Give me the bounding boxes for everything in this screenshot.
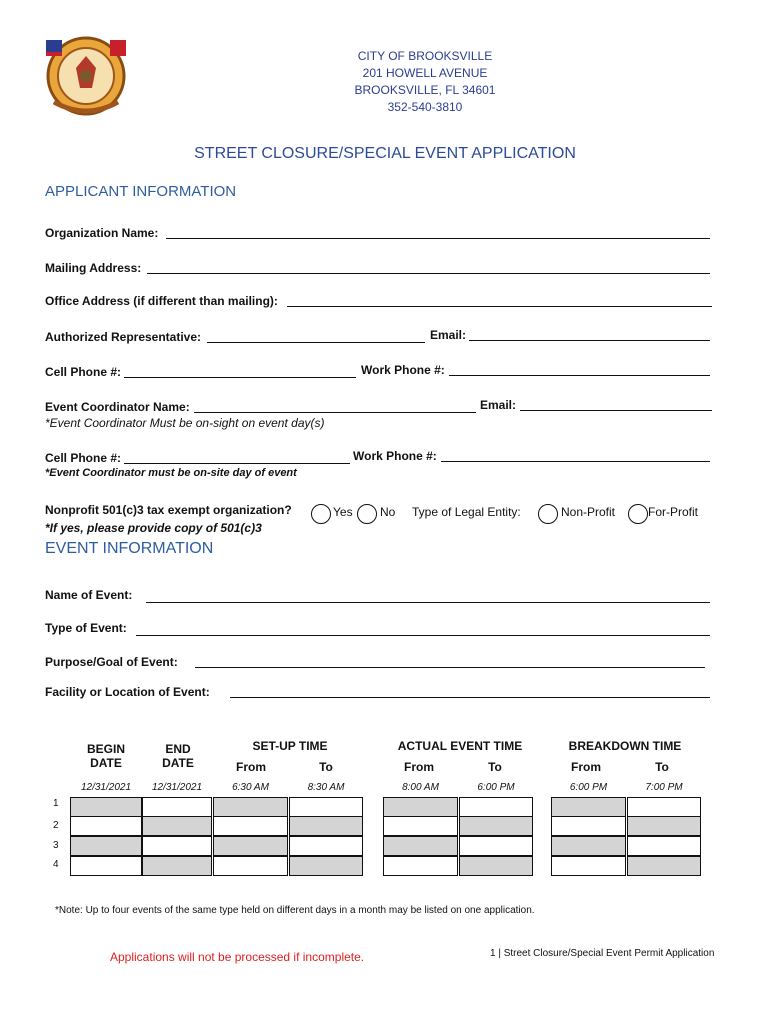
office-label: Office Address (if different than mailing): — [45, 294, 278, 308]
facility-field[interactable] — [230, 697, 710, 698]
cell-field[interactable] — [124, 377, 356, 378]
row3-breakdown-to-input[interactable] — [627, 836, 701, 856]
header-citystate: BROOKSVILLE, FL 34601 — [354, 83, 496, 97]
header-phone: 352-540-3810 — [387, 100, 463, 114]
page-title: STREET CLOSURE/SPECIAL EVENT APPLICATION — [194, 145, 576, 162]
actual-header: ACTUAL EVENT TIME — [397, 739, 523, 753]
row-number: 3 — [53, 840, 59, 851]
event-type-label: Type of Event: — [45, 621, 127, 635]
cell2-field[interactable] — [124, 463, 350, 464]
row4-actual-from-input[interactable] — [383, 856, 458, 876]
actual-to: To — [488, 760, 502, 774]
example-breakdown-to: 7:00 PM — [645, 782, 683, 793]
city-seal-logo — [40, 30, 132, 118]
facility-label: Facility or Location of Event: — [45, 685, 210, 699]
row1-actual-to-input[interactable] — [459, 797, 533, 817]
cell-label: Cell Phone #: — [45, 365, 122, 379]
row4-setup-to-input[interactable] — [289, 856, 363, 876]
coordinator-field[interactable] — [194, 412, 476, 413]
work2-label: Work Phone #: — [353, 449, 437, 463]
nonprofit-radio[interactable] — [538, 504, 558, 524]
setup-to: To — [319, 760, 333, 774]
mailing-field[interactable] — [147, 273, 710, 274]
legal-entity-label: Type of Legal Entity: — [412, 505, 521, 519]
example-breakdown-from: 6:00 PM — [569, 782, 608, 793]
org-name-field[interactable] — [166, 238, 710, 239]
row1-breakdown-to-input[interactable] — [627, 797, 701, 817]
row2-end-date-input[interactable] — [142, 816, 212, 836]
row1-end-date-input[interactable] — [142, 797, 212, 817]
row3-actual-to-input[interactable] — [459, 836, 533, 856]
row1-breakdown-from-input[interactable] — [551, 797, 626, 817]
email-label: Email: — [430, 328, 467, 342]
purpose-field[interactable] — [195, 667, 705, 668]
setup-from: From — [236, 760, 266, 774]
auth-rep-label: Authorized Representative: — [45, 330, 202, 344]
work-field[interactable] — [449, 375, 710, 376]
row4-begin-date-input[interactable] — [70, 856, 142, 876]
example-actual-from: 8:00 AM — [402, 782, 439, 793]
no-radio[interactable] — [357, 504, 377, 524]
row2-setup-to-input[interactable] — [289, 816, 363, 836]
header-city: CITY OF BROOKSVILLE — [357, 49, 493, 63]
event-heading: EVENT INFORMATION — [45, 540, 214, 557]
row3-actual-from-input[interactable] — [383, 836, 458, 856]
coord-email-label: Email: — [480, 398, 517, 412]
setup-header: SET-UP TIME — [252, 739, 328, 753]
row2-breakdown-from-input[interactable] — [551, 816, 626, 836]
nonprofit-option-label: Non-Profit — [561, 505, 616, 519]
row1-setup-to-input[interactable] — [289, 797, 363, 817]
row2-actual-from-input[interactable] — [383, 816, 458, 836]
event-name-label: Name of Event: — [45, 588, 133, 602]
no-label: No — [380, 505, 396, 519]
row2-begin-date-input[interactable] — [70, 816, 142, 836]
breakdown-from: From — [571, 760, 601, 774]
auth-rep-field[interactable] — [207, 342, 425, 343]
header-street: 201 HOWELL AVENUE — [362, 66, 488, 80]
example-begin-date: 12/31/2021 — [80, 782, 132, 793]
row3-setup-from-input[interactable] — [213, 836, 288, 856]
row4-breakdown-to-input[interactable] — [627, 856, 701, 876]
forprofit-radio[interactable] — [628, 504, 648, 524]
breakdown-to: To — [655, 760, 669, 774]
coordinator-label: Event Coordinator Name: — [45, 400, 190, 414]
example-setup-to: 8:30 AM — [307, 782, 345, 793]
event-name-field[interactable] — [146, 602, 710, 603]
footnote: *Note: Up to four events of the same type held on different days in a month may be listed on one application. — [55, 905, 535, 916]
row2-breakdown-to-input[interactable] — [627, 816, 701, 836]
work-label: Work Phone #: — [361, 363, 445, 377]
row3-begin-date-input[interactable] — [70, 836, 142, 856]
row-number: 4 — [53, 859, 59, 870]
row2-actual-to-input[interactable] — [459, 816, 533, 836]
applicant-heading: APPLICANT INFORMATION — [45, 183, 237, 200]
example-actual-to: 6:00 PM — [477, 782, 515, 793]
row-number: 1 — [53, 798, 59, 809]
forprofit-option-label: For-Profit — [648, 505, 699, 519]
nonprofit-label: Nonprofit 501(c)3 tax exempt organization? — [45, 503, 292, 517]
cell2-label: Cell Phone #: — [45, 451, 122, 465]
row4-actual-to-input[interactable] — [459, 856, 533, 876]
row4-setup-from-input[interactable] — [213, 856, 288, 876]
coord-note: *Event Coordinator Must be on-sight on event day(s) — [45, 416, 325, 430]
incomplete-warning: Applications will not be processed if incomplete. — [110, 950, 365, 964]
row4-breakdown-from-input[interactable] — [551, 856, 626, 876]
nonprofit-note: *If yes, please provide copy of 501(c)3 — [45, 521, 262, 535]
example-setup-from: 6:30 AM — [232, 782, 269, 793]
row1-begin-date-input[interactable] — [70, 797, 142, 817]
row3-setup-to-input[interactable] — [289, 836, 363, 856]
page-footer: 1 | Street Closure/Special Event Permit Application — [490, 948, 715, 959]
row-number: 2 — [53, 820, 59, 831]
row4-end-date-input[interactable] — [142, 856, 212, 876]
mailing-label: Mailing Address: — [45, 261, 142, 275]
row3-end-date-input[interactable] — [142, 836, 212, 856]
purpose-label: Purpose/Goal of Event: — [45, 655, 178, 669]
actual-from: From — [404, 760, 434, 774]
yes-label: Yes — [333, 505, 353, 519]
email-field[interactable] — [469, 340, 710, 341]
breakdown-header: BREAKDOWN TIME — [568, 739, 682, 753]
yes-radio[interactable] — [311, 504, 331, 524]
row1-setup-from-input[interactable] — [213, 797, 288, 817]
row2-setup-from-input[interactable] — [213, 816, 288, 836]
example-end-date: 12/31/2021 — [151, 782, 203, 793]
coord-email-field[interactable] — [520, 410, 712, 411]
end-date-header: END DATE — [162, 742, 194, 770]
work2-field[interactable] — [441, 461, 710, 462]
org-name-label: Organization Name: — [45, 226, 159, 240]
begin-date-header: BEGIN DATE — [86, 742, 125, 770]
event-type-field[interactable] — [136, 635, 710, 636]
row3-breakdown-from-input[interactable] — [551, 836, 626, 856]
office-field[interactable] — [287, 306, 712, 307]
row1-actual-from-input[interactable] — [383, 797, 458, 817]
coord-note2: *Event Coordinator must be on-site day of event — [45, 467, 297, 479]
